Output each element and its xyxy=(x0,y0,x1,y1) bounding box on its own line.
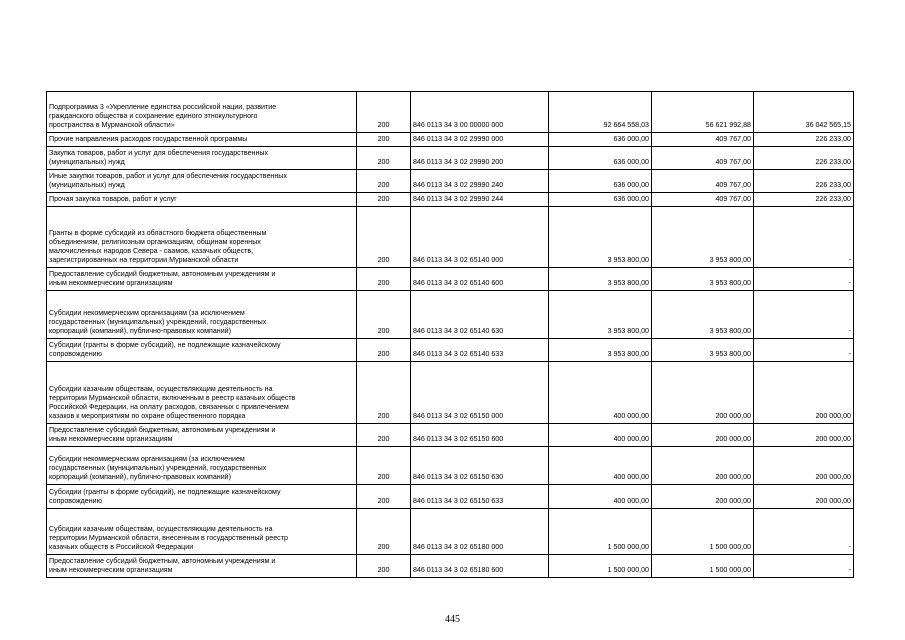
row-name: Иные закупки товаров, работ и услуг для обеспечения государственных (муниципальных) нужд xyxy=(47,170,357,193)
row-kbk: 846 0113 34 3 00 00000 000 xyxy=(411,92,549,133)
row-amount-3: 200 000,00 xyxy=(754,447,854,485)
row-amount-1: 3 953 800,00 xyxy=(549,207,652,268)
row-amount-3: - xyxy=(754,268,854,291)
table-row xyxy=(47,485,854,509)
row-name: Субсидии (гранты в форме субсидий), не подлежащие казначейскому сопровождению xyxy=(47,485,357,509)
row-amount-2: 409 767,00 xyxy=(652,170,754,193)
row-code: 200 xyxy=(357,147,411,170)
budget-table xyxy=(46,91,854,578)
row-amount-3: - xyxy=(754,555,854,578)
row-name: Субсидии казачьим обществам, осуществляющим деятельность на территории Мурманской области, включенным в реестр казачьих обществ Российской Федерации, на оплату расходов, связанных с привлечением казаков к мероприятиям по охране общественного порядка xyxy=(47,362,357,424)
row-name: Субсидии некоммерческим организациям (за исключением государственных (муниципальных) учреждений, государственных корпораций (компаний), публично-правовых компаний) xyxy=(47,447,357,485)
row-code: 200 xyxy=(357,509,411,555)
row-name: Субсидии некоммерческим организациям (за исключением государственных (муниципальных) учреждений, государственных корпораций (компаний), публично-правовых компаний) xyxy=(47,291,357,339)
row-code: 200 xyxy=(357,133,411,147)
row-amount-3: - xyxy=(754,291,854,339)
row-kbk: 846 0113 34 3 02 29990 244 xyxy=(411,193,549,207)
row-amount-3: 200 000,00 xyxy=(754,485,854,509)
row-amount-3: 226 233,00 xyxy=(754,133,854,147)
row-code: 200 xyxy=(357,447,411,485)
table-row xyxy=(47,268,854,291)
row-amount-2: 409 767,00 xyxy=(652,133,754,147)
row-code: 200 xyxy=(357,291,411,339)
row-amount-3: 226 233,00 xyxy=(754,170,854,193)
row-amount-3: - xyxy=(754,509,854,555)
table-row xyxy=(47,447,854,485)
row-amount-3: 200 000,00 xyxy=(754,362,854,424)
row-amount-1: 3 953 800,00 xyxy=(549,268,652,291)
row-amount-2: 3 953 800,00 xyxy=(652,291,754,339)
row-amount-3: 36 042 565,15 xyxy=(754,92,854,133)
table-row xyxy=(47,555,854,578)
row-name: Прочие направления расходов государственной программы xyxy=(47,133,357,147)
row-amount-1: 400 000,00 xyxy=(549,485,652,509)
row-code: 200 xyxy=(357,555,411,578)
row-kbk: 846 0113 34 3 02 29990 000 xyxy=(411,133,549,147)
row-kbk: 846 0113 34 3 02 65180 000 xyxy=(411,509,549,555)
row-name: Подпрограмма 3 «Укрепление единства российской нации, развитие гражданского общества и сохранение единого этнокультурного пространства в Мурманской области» xyxy=(47,92,357,133)
row-amount-2: 3 953 800,00 xyxy=(652,268,754,291)
row-amount-1: 92 664 558,03 xyxy=(549,92,652,133)
table-row xyxy=(47,133,854,147)
table-row xyxy=(47,207,854,268)
row-amount-3: - xyxy=(754,207,854,268)
row-amount-1: 3 953 800,00 xyxy=(549,339,652,362)
row-amount-1: 400 000,00 xyxy=(549,447,652,485)
row-code: 200 xyxy=(357,268,411,291)
row-code: 200 xyxy=(357,424,411,447)
table-row xyxy=(47,424,854,447)
table-row xyxy=(47,362,854,424)
row-amount-3: 226 233,00 xyxy=(754,193,854,207)
row-amount-1: 3 953 800,00 xyxy=(549,291,652,339)
row-amount-2: 200 000,00 xyxy=(652,447,754,485)
row-amount-1: 400 000,00 xyxy=(549,424,652,447)
table-row xyxy=(47,509,854,555)
row-name: Субсидии (гранты в форме субсидий), не подлежащие казначейскому сопровождению xyxy=(47,339,357,362)
row-kbk: 846 0113 34 3 02 29990 200 xyxy=(411,147,549,170)
row-kbk: 846 0113 34 3 02 65150 630 xyxy=(411,447,549,485)
row-amount-2: 3 953 800,00 xyxy=(652,207,754,268)
row-name: Предоставление субсидий бюджетным, автономным учреждениям и иным некоммерческим организациям xyxy=(47,555,357,578)
row-kbk: 846 0113 34 3 02 29990 240 xyxy=(411,170,549,193)
row-amount-2: 1 500 000,00 xyxy=(652,555,754,578)
row-amount-2: 200 000,00 xyxy=(652,362,754,424)
row-amount-2: 1 500 000,00 xyxy=(652,509,754,555)
row-name: Прочая закупка товаров, работ и услуг xyxy=(47,193,357,207)
row-code: 200 xyxy=(357,207,411,268)
row-kbk: 846 0113 34 3 02 65140 600 xyxy=(411,268,549,291)
row-code: 200 xyxy=(357,92,411,133)
row-amount-3: 200 000,00 xyxy=(754,424,854,447)
row-amount-1: 400 000,00 xyxy=(549,362,652,424)
row-amount-1: 636 000,00 xyxy=(549,193,652,207)
row-name: Закупка товаров, работ и услуг для обеспечения государственных (муниципальных) нужд xyxy=(47,147,357,170)
row-code: 200 xyxy=(357,170,411,193)
row-name: Гранты в форме субсидий из областного бюджета общественным объединениям, религиозным организациям, общинам коренных малочисленных народов Севера - саамов, казачьих обществ, зарегистрированных на территории Мурманской области xyxy=(47,207,357,268)
row-amount-1: 636 000,00 xyxy=(549,147,652,170)
row-amount-1: 1 500 000,00 xyxy=(549,555,652,578)
table-row xyxy=(47,147,854,170)
row-kbk: 846 0113 34 3 02 65150 633 xyxy=(411,485,549,509)
row-amount-2: 409 767,00 xyxy=(652,147,754,170)
row-amount-3: - xyxy=(754,339,854,362)
row-amount-3: 226 233,00 xyxy=(754,147,854,170)
row-code: 200 xyxy=(357,362,411,424)
row-kbk: 846 0113 34 3 02 65140 630 xyxy=(411,291,549,339)
row-kbk: 846 0113 34 3 02 65140 633 xyxy=(411,339,549,362)
row-amount-2: 200 000,00 xyxy=(652,424,754,447)
row-amount-2: 200 000,00 xyxy=(652,485,754,509)
row-amount-1: 1 500 000,00 xyxy=(549,509,652,555)
row-code: 200 xyxy=(357,193,411,207)
row-code: 200 xyxy=(357,485,411,509)
row-amount-2: 409 767,00 xyxy=(652,193,754,207)
row-kbk: 846 0113 34 3 02 65140 000 xyxy=(411,207,549,268)
table-row xyxy=(47,193,854,207)
row-amount-2: 56 621 992,88 xyxy=(652,92,754,133)
row-kbk: 846 0113 34 3 02 65180 600 xyxy=(411,555,549,578)
row-name: Предоставление субсидий бюджетным, автономным учреждениям и иным некоммерческим организациям xyxy=(47,424,357,447)
row-amount-1: 636 000,00 xyxy=(549,133,652,147)
table-row xyxy=(47,92,854,133)
table-row xyxy=(47,291,854,339)
table-row xyxy=(47,170,854,193)
row-kbk: 846 0113 34 3 02 65150 000 xyxy=(411,362,549,424)
page-number: 445 xyxy=(445,614,460,625)
row-amount-1: 636 000,00 xyxy=(549,170,652,193)
row-kbk: 846 0113 34 3 02 65150 600 xyxy=(411,424,549,447)
row-name: Предоставление субсидий бюджетным, автономным учреждениям и иным некоммерческим организациям xyxy=(47,268,357,291)
row-code: 200 xyxy=(357,339,411,362)
row-name: Субсидии казачьим обществам, осуществляющим деятельность на территории Мурманской области, внесенным в государственный реестр казачьих обществ в Российской Федерации xyxy=(47,509,357,555)
row-amount-2: 3 953 800,00 xyxy=(652,339,754,362)
table-row xyxy=(47,339,854,362)
